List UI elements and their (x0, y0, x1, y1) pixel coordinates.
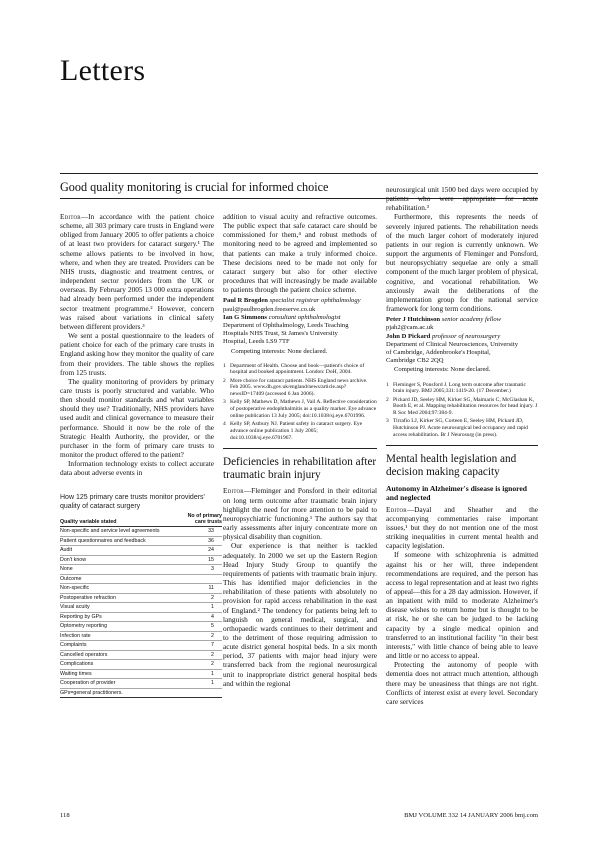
affiliation-line: Cambridge CB2 2QQ (386, 357, 444, 365)
signature-block (223, 297, 377, 346)
table-row (60, 622, 222, 632)
reference (223, 378, 377, 398)
paragraph-text: If someone with schizophrenia is admitted against his or her will, three independent recommendations are required, and the person has access to legal representation and at least two rights of appeal—this for a 28 day admission. However, if an inpatient with mild to moderate Alzheimer's disease wishes to return home but is thought to be at risk, he or she can be judged to be lacking capacity by a single medical opinion and transferred to an institutional facility "in their best interests," with little chance of being able to leave and little or no access to appeal. (386, 550, 538, 661)
table-row (60, 670, 222, 680)
paragraph (386, 505, 538, 551)
table-cell-count: 33 (208, 528, 214, 535)
table-cell-variable: Postoperative refraction (60, 594, 116, 601)
affiliation-line: Department of Ophthalmology, Leeds Teaching (223, 322, 349, 330)
table-cell-count: 11 (208, 585, 214, 592)
table-row (60, 689, 222, 699)
paragraph-text: The quality monitoring of providers by primary care trusts is poorly structured and variable. Who then should monitor standards and what variables should they use? Traditionally, NHS providers have used audit and clinical governance to measure their performance. Should it now be the role of the Strategic Health Authority, the provider, or the purchaser in the form of primary care trusts to monitor the product offered to the patient? (60, 376, 214, 460)
table-cell-count (178, 689, 222, 698)
references (386, 382, 538, 439)
affiliation-line: pjah2@cam.ac.uk (386, 324, 434, 332)
paragraph (60, 331, 214, 377)
table-row (60, 613, 222, 623)
editor-lead: Editor (223, 486, 244, 496)
affiliation-line: Department of Clinical Neurosciences, University (386, 340, 519, 348)
table-cell-count: 1 (211, 680, 214, 687)
table-cell-count: 3 (211, 566, 214, 573)
table-cell-variable: Complaints (60, 642, 87, 649)
reference-number: 2 (223, 377, 226, 384)
table-cell-count: 2 (211, 661, 214, 668)
reference (223, 399, 377, 419)
table-cell-count (178, 575, 222, 584)
column-2 (223, 212, 377, 688)
table-header-count: No of primary care trusts (187, 513, 222, 526)
paragraph-text: —Dayal and Sheather and the accompanying commentaries raise important issues,¹ but they do not mention one of the most striking inequalities in current mental health and capacity legislation. (386, 504, 538, 551)
table-cell-variable: Complications (60, 661, 94, 668)
table-row (60, 556, 222, 566)
article-divider (223, 448, 377, 449)
paragraph: addition to visual acuity and refractive outcomes. The public expect that safe cataract care should be commissioned for them,⁴ and robust methods of monitoring need to be agreed and implemented so that patients can make a truly informed choice. These decisions need to be made not only for cataract surgery but also for other elective procedures that will increasingly be made available to patients through the patient choice scheme. (223, 212, 377, 295)
monitoring-table (60, 493, 222, 698)
table-row (60, 641, 222, 651)
article-title: Deficiencies in rehabilitation after traumatic brain injury (223, 456, 377, 481)
table-caption: How 125 primary care trusts monitor providers' quality of cataract surgery (60, 494, 205, 510)
reference-text: Kelly SP, Astbury NJ. Patient safety in cataract surgery. Eye advance online publication 1 July 2005; doi:10.1038/sj.eye.6701967. (230, 421, 363, 441)
reference-number: 3 (223, 399, 226, 406)
column-1 (60, 212, 214, 478)
reference-text: Kelly SP, Mathews D, Mathews J, Vail A. Reflective consideration of postoperative endophthalmitis as a quality marker. Eye advance online publication 13 July 2005; doi:10.1038/sj.eye.6701996. (230, 399, 377, 419)
table-cell-variable: Infection rate (60, 632, 91, 639)
table-cell-variable: Visual acuity (60, 604, 90, 611)
table-cell-variable: Patient questionnaires and feedback (60, 537, 146, 544)
table-row (60, 594, 222, 604)
reference-text: Pickard JD, Seeley HM, Kirker SG, Maimaris C, McGlashan K, Booth E, et al. Mapping rehabilitation resources for head injury. J R Soc Med 2004;97:384-9. (393, 396, 538, 416)
article-title: Mental health legislation and decision making capacity (386, 453, 517, 478)
table-cell-count: 1 (211, 670, 214, 677)
section-title: Letters (60, 54, 146, 87)
table-cell-variable: Non-specific and service level agreements (60, 528, 160, 535)
paragraph (223, 486, 377, 541)
table-cell-count: 2 (211, 651, 214, 658)
reference (386, 418, 538, 438)
table-row (60, 660, 222, 670)
author-line (386, 333, 538, 341)
table-cell-count: 24 (208, 547, 214, 554)
table-row (60, 546, 222, 556)
table-cell-variable: Audit (60, 547, 73, 554)
table-row (60, 584, 222, 594)
table-cell-count: 7 (211, 642, 214, 649)
author-name: Ian G Simmons (223, 313, 267, 321)
table-cell-variable: Optometry reporting (60, 623, 108, 630)
table-header (60, 513, 222, 527)
reference (223, 363, 377, 376)
paragraph-text: neurosurgical unit 1500 bed days were occupied by patients who were appropriate for acute rehabilitation.³ (386, 185, 538, 213)
reference-text: More choice for cataract patients. NHS England news archive. Feb 2005. www.dh.gov.uk/england/news/article.asp?newsID=17409 (accessed 6 Jan 2006). (230, 377, 368, 398)
header-rule (60, 173, 538, 174)
table-cell-count: 2 (211, 594, 214, 601)
paragraph-text: We sent a postal questionnaire to the leaders of patient choice for each of the primary care trusts in England asking how they monitor the quality of care from their providers. The table shows the replies from 125 trusts. (60, 331, 214, 377)
table-row (60, 527, 222, 537)
table-cell-variable: Cancelled operators (60, 651, 108, 658)
paragraph (60, 212, 214, 331)
table-cell-count: 5 (211, 623, 214, 630)
table-cell-variable: Cooperation of provider (60, 680, 116, 687)
table-cell-variable: Waiting times (60, 670, 92, 677)
paragraph (60, 377, 214, 459)
signature-block (386, 316, 538, 365)
reference-number: 1 (386, 381, 389, 388)
editor-lead: Editor (60, 212, 81, 221)
reference-text: Department of Health. Choose and book—patient's choice of hospital and booked appointment. London: DoH, 2004. (230, 362, 365, 376)
author-role: senior academy fellow (441, 316, 502, 324)
affiliation-line: Hospital, Leeds LS9 7TF (223, 338, 290, 346)
article-title: Good quality monitoring is crucial for informed choice (60, 180, 329, 194)
reference-text: Tirrafio LJ, Kirker SG, Corteen E, Seeley HM, Pickard JD, Hutchinson PJ. Acute neurosurgical bed occupancy and rapid access rehabilitation. Br J Neurosurg (in press). (393, 418, 528, 438)
paragraph-text: —Fleminger and Ponsford in their editorial on long term outcome after traumatic brain injury highlight the need for more attention to be paid to neuropsychiatric functioning.¹ The authors say that early assessments after injury concentrate more on physical disability than cognition. (223, 486, 377, 542)
table-row (60, 603, 222, 613)
paragraph (386, 660, 538, 706)
author-name: Peter J Hutchinson (386, 316, 441, 324)
page-number: 118 (60, 812, 70, 819)
table-cell-variable: None (60, 566, 73, 573)
reference (386, 382, 538, 395)
paragraph-text: Protecting the autonomy of people with dementia does not attract much attention, although there may be uneasiness that things are not right. Conflicts of interest exist at every level. Secondary care services (386, 660, 538, 706)
table-row (60, 632, 222, 642)
reference-number: 1 (223, 362, 226, 369)
paragraph-text: —In accordance with the patient choice scheme, all 303 primary care trusts in England were obliged from January 2005 to offer patients a choice of at least two providers for cataract surgery.¹ The scheme allows patients to be involved in how, where, and when they are treated. Providers can be NHS trusts, diagnostic and treatment centres, or independent sector providers from the UK or overseas. By February 2005 13 000 extra operations had already been performed under the independent sector treatment programme.² However, concern was raised about variations in clinical safety between different providers.³ (60, 212, 214, 331)
table-row (60, 565, 222, 575)
paragraph-text: Our experience is that neither is tackled adequately. In 2000 we set up the Eastern Region Head Injury Study Group to quantify the requirements of patients with traumatic brain injury. This has identified major deficiencies in the rehabilitation of these patients with absolutely no provision for rapid access rehabilitation in the east of England.² The tendency for patients being left to languish on general medical, surgical, and orthopaedic wards continues to their detriment and to the detriment of those requiring admission to acute district general hospital beds. In a six month period, 37 patients with major head injury were transferred back from the regional neurosurgical unit to inappropriate district general hospital beds and within the regional (223, 541, 377, 688)
paragraph (386, 185, 538, 212)
paragraph (386, 212, 538, 313)
table-cell-count: 36 (208, 537, 214, 544)
reference (223, 421, 377, 441)
author-role: consultant ophthalmologist (268, 313, 341, 321)
table-cell-variable: Reporting by GPs (60, 613, 102, 620)
table-cell-count: 1 (211, 604, 214, 611)
reference (386, 397, 538, 417)
column-3 (386, 185, 538, 706)
paragraph-text: Information technology exists to collect accurate data about adverse events in (60, 459, 214, 478)
affiliation-line: of Cambridge, Addenbrooke's Hospital, (386, 349, 491, 356)
table-cell-count: 4 (211, 613, 214, 620)
table-cell-variable: GPs=general practitioners. (60, 689, 123, 696)
editor-lead: Editor (386, 504, 407, 514)
table-row (60, 537, 222, 547)
table-cell-count: 2 (211, 632, 214, 639)
author-name: Paul R Brogden (223, 297, 268, 305)
paragraph (60, 459, 214, 477)
journal-footer: BMJ VOLUME 332 14 JANUARY 2006 bmj.com (404, 812, 538, 819)
table-cell-count: 15 (208, 556, 214, 563)
reference-number: 3 (386, 418, 389, 425)
reference-text: Fleminger S, Ponsford J. Long term outcome after traumatic brain injury. BMJ 2005;331:1419-20. (17 December.) (393, 381, 526, 395)
table-row (60, 575, 222, 585)
table-row (60, 679, 222, 689)
affiliation-line: Hospitals NHS Trust, St James's University (223, 330, 338, 338)
reference-number: 4 (223, 421, 226, 428)
author-name: John D Pickard (386, 332, 431, 340)
table-row (60, 651, 222, 661)
references (223, 363, 377, 442)
author-line (223, 314, 377, 322)
author-role: professor of neurosurgery (432, 332, 501, 340)
article-divider (386, 445, 538, 446)
author-line (223, 297, 377, 305)
reference-number: 2 (386, 396, 389, 403)
paragraph (223, 541, 377, 688)
author-line (386, 316, 538, 324)
competing-interests: Competing interests: None declared. (394, 366, 491, 374)
affiliation-line: paul@paulbrogden.freeserve.co.uk (223, 305, 316, 313)
table-cell-variable: Non-specific (60, 585, 90, 592)
table-cell-variable: Don't know (60, 556, 87, 563)
table-header-variable: Quality variable stated (60, 519, 117, 526)
paragraph (386, 550, 538, 660)
author-role: specialist registrar ophthalmology (269, 297, 361, 305)
article-subtitle: Autonomy in Alzheimer's disease is ignored and neglected (386, 483, 527, 502)
paragraph-text: Furthermore, this represents the needs of severely injured patients. The rehabilitation needs of the much larger cohort of moderately injured patients in our region is currently unknown. We support the arguments of Fleminger and Ponsford, but neuropsychiatry sequelae are only a small component of the much larger problem of physical, cognitive, and vocational rehabilitation. We anxiously await the deliberations of the implementation group for the national service framework for long term conditions. (386, 212, 538, 314)
table-cell-variable: Outcome (60, 575, 82, 582)
competing-interests: Competing interests: None declared. (231, 347, 328, 355)
